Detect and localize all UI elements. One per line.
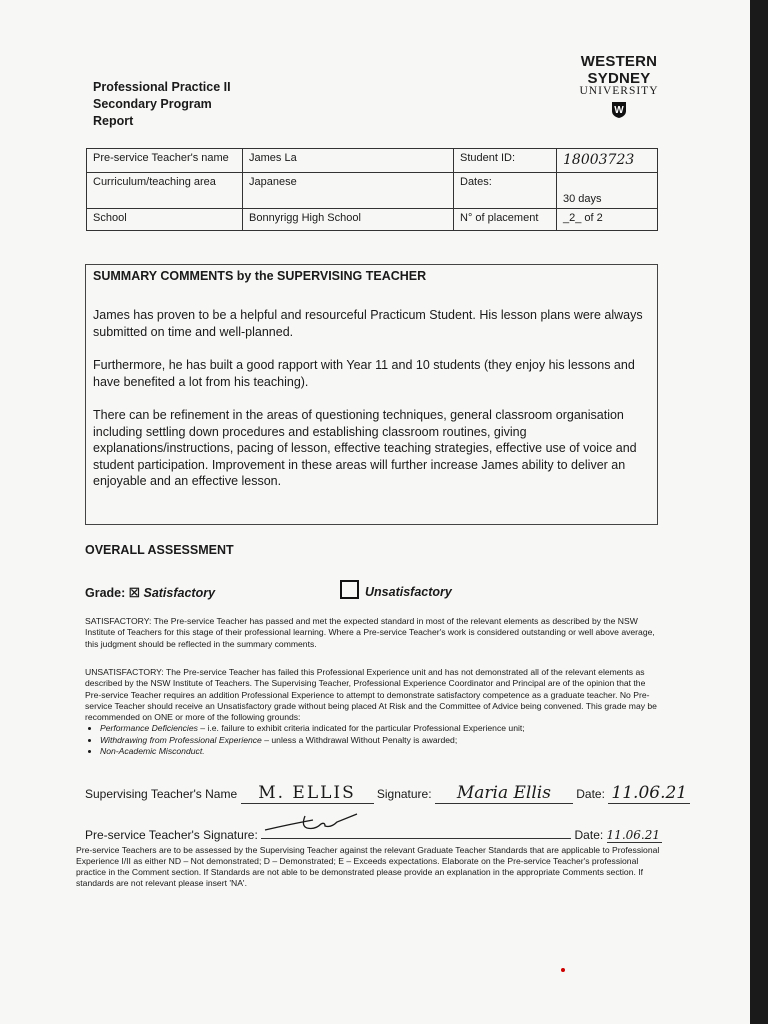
grade-label: Grade: <box>85 586 126 600</box>
title-line-3: Report <box>93 114 134 128</box>
summary-paragraph-3: There can be refinement in the areas of questioning techniques, general classroom organisation including settling down procedures and establishing classroom routines, giving explanations/instructions, pacing of lesson, effective teaching strategies, effective use of voice and student participation. Improvement in these areas will further increase James ability to deliver an enjoyable and an effective lesson. <box>93 408 637 488</box>
satisfactory-definition: SATISFACTORY: The Pre-service Teacher has passed and met the expected standard in most of the relevant elements as described by the NSW Institute of Teachers for this stage of their professional learning. Where a Pre-service Teacher's work is considered outstanding or well above average, this judgment should be reflected in the summary comments. <box>85 616 655 649</box>
title-line-1: Professional Practice II <box>93 80 231 94</box>
grade-satisfactory <box>85 585 215 600</box>
grounds-list <box>85 723 660 757</box>
supervisor-date: 11.06.21 <box>608 783 690 804</box>
logo-line-2: UNIVERSITY <box>579 85 659 97</box>
scan-edge <box>750 0 768 1024</box>
name-label: Pre-service Teacher's name <box>87 149 243 173</box>
supervisor-date-label: Date: <box>576 787 605 801</box>
student-id-value: 18003723 <box>557 149 658 173</box>
red-mark <box>561 968 565 972</box>
supervisor-signature-row <box>85 783 690 804</box>
preservice-date-label: Date: <box>574 828 604 842</box>
preservice-signature-row <box>85 824 662 843</box>
title-line-2: Secondary Program <box>93 97 212 111</box>
dates-value: 30 days <box>557 173 658 209</box>
logo-letter: W <box>614 105 624 116</box>
area-value: Japanese <box>243 173 454 209</box>
unsatisfactory-text: UNSATISFACTORY: The Pre-service Teacher has failed this Professional Experience unit and has not demonstrated all of the relevant elements as described by the NSW Institute of Teachers. The Supervising Teacher, Professional Experience Coordinator and Principal are of the opinion that the Pre-service Teacher requires an addition Professional Experience to attempt to demonstrate satisfactory competence as a graduate teacher. No Pre-service Teacher should receive an Unsatisfactory grade without being placed At Risk and the Committee of Advice being convened. This grade may be recommended on ONE or more of the following grounds: <box>85 667 657 723</box>
university-logo <box>548 53 690 124</box>
checked-box-icon: ☒ <box>128 586 140 600</box>
student-info-table <box>86 148 658 231</box>
area-label: Curriculum/teaching area <box>87 173 243 209</box>
shield-icon <box>611 101 627 119</box>
unchecked-box-icon <box>340 580 359 599</box>
ground-item: • Non-Academic Misconduct. <box>100 746 660 757</box>
grade-unsatisfactory <box>340 580 452 599</box>
preservice-signature <box>261 824 571 839</box>
placement-value: _2_ of 2 <box>557 209 658 231</box>
school-value: Bonnyrigg High School <box>243 209 454 231</box>
student-id-label: Student ID: <box>454 149 557 173</box>
signature-label: Signature: <box>376 787 432 801</box>
summary-paragraph-1: James has proven to be a helpful and resourceful Practicum Student. His lesson plans were always submitted on time and well-planned. <box>93 308 643 339</box>
name-value: James La <box>243 149 454 173</box>
report-title <box>93 79 231 130</box>
summary-paragraph-2: Furthermore, he has built a good rapport with Year 11 and 10 students (they enjoy his lessons and have benefited a lot from his teaching). <box>93 358 635 389</box>
ground-item: • Performance Deficiencies – i.e. failure to exhibit criteria indicated for the particular Professional Experience unit; <box>100 723 660 734</box>
preservice-date: 11.06.21 <box>606 828 660 842</box>
summary-heading: SUMMARY COMMENTS by the SUPERVISING TEACHER <box>93 269 427 283</box>
footer-note: Pre-service Teachers are to be assessed by the Supervising Teacher against the relevant Graduate Teacher Standards that are applicable to Professional Experience I/II as either ND – Not demonstrated; D – Demonstrated; E – Exceeds expectations. Elaborate on the Pre-service Teacher's professional practice in the Comment section. If Standards are not able to be demonstrated please provide an explanation in the appropriate Comments section. If standards are not relevant please insert 'NA'. <box>76 845 660 888</box>
overall-assessment-heading: OVERALL ASSESSMENT <box>85 543 234 557</box>
satisfactory-label: Satisfactory <box>143 586 216 600</box>
dates-label: Dates: <box>454 173 557 209</box>
unsatisfactory-label: Unsatisfactory <box>365 585 452 599</box>
preservice-signature-label: Pre-service Teacher's Signature: <box>85 828 258 842</box>
unsatisfactory-definition <box>85 667 660 757</box>
placement-label: N° of placement <box>454 209 557 231</box>
summary-comments-box <box>85 264 658 525</box>
supervisor-signature: Maria Ellis <box>435 783 573 804</box>
supervisor-name-value: M. ELLIS <box>241 783 374 804</box>
supervisor-name-label: Supervising Teacher's Name <box>85 787 238 801</box>
logo-line-1: WESTERN SYDNEY <box>580 53 658 87</box>
ground-item: • Withdrawing from Professional Experience – unless a Withdrawal Without Penalty is awarded; <box>100 735 660 746</box>
signature-scribble-icon <box>261 812 371 836</box>
school-label: School <box>87 209 243 231</box>
